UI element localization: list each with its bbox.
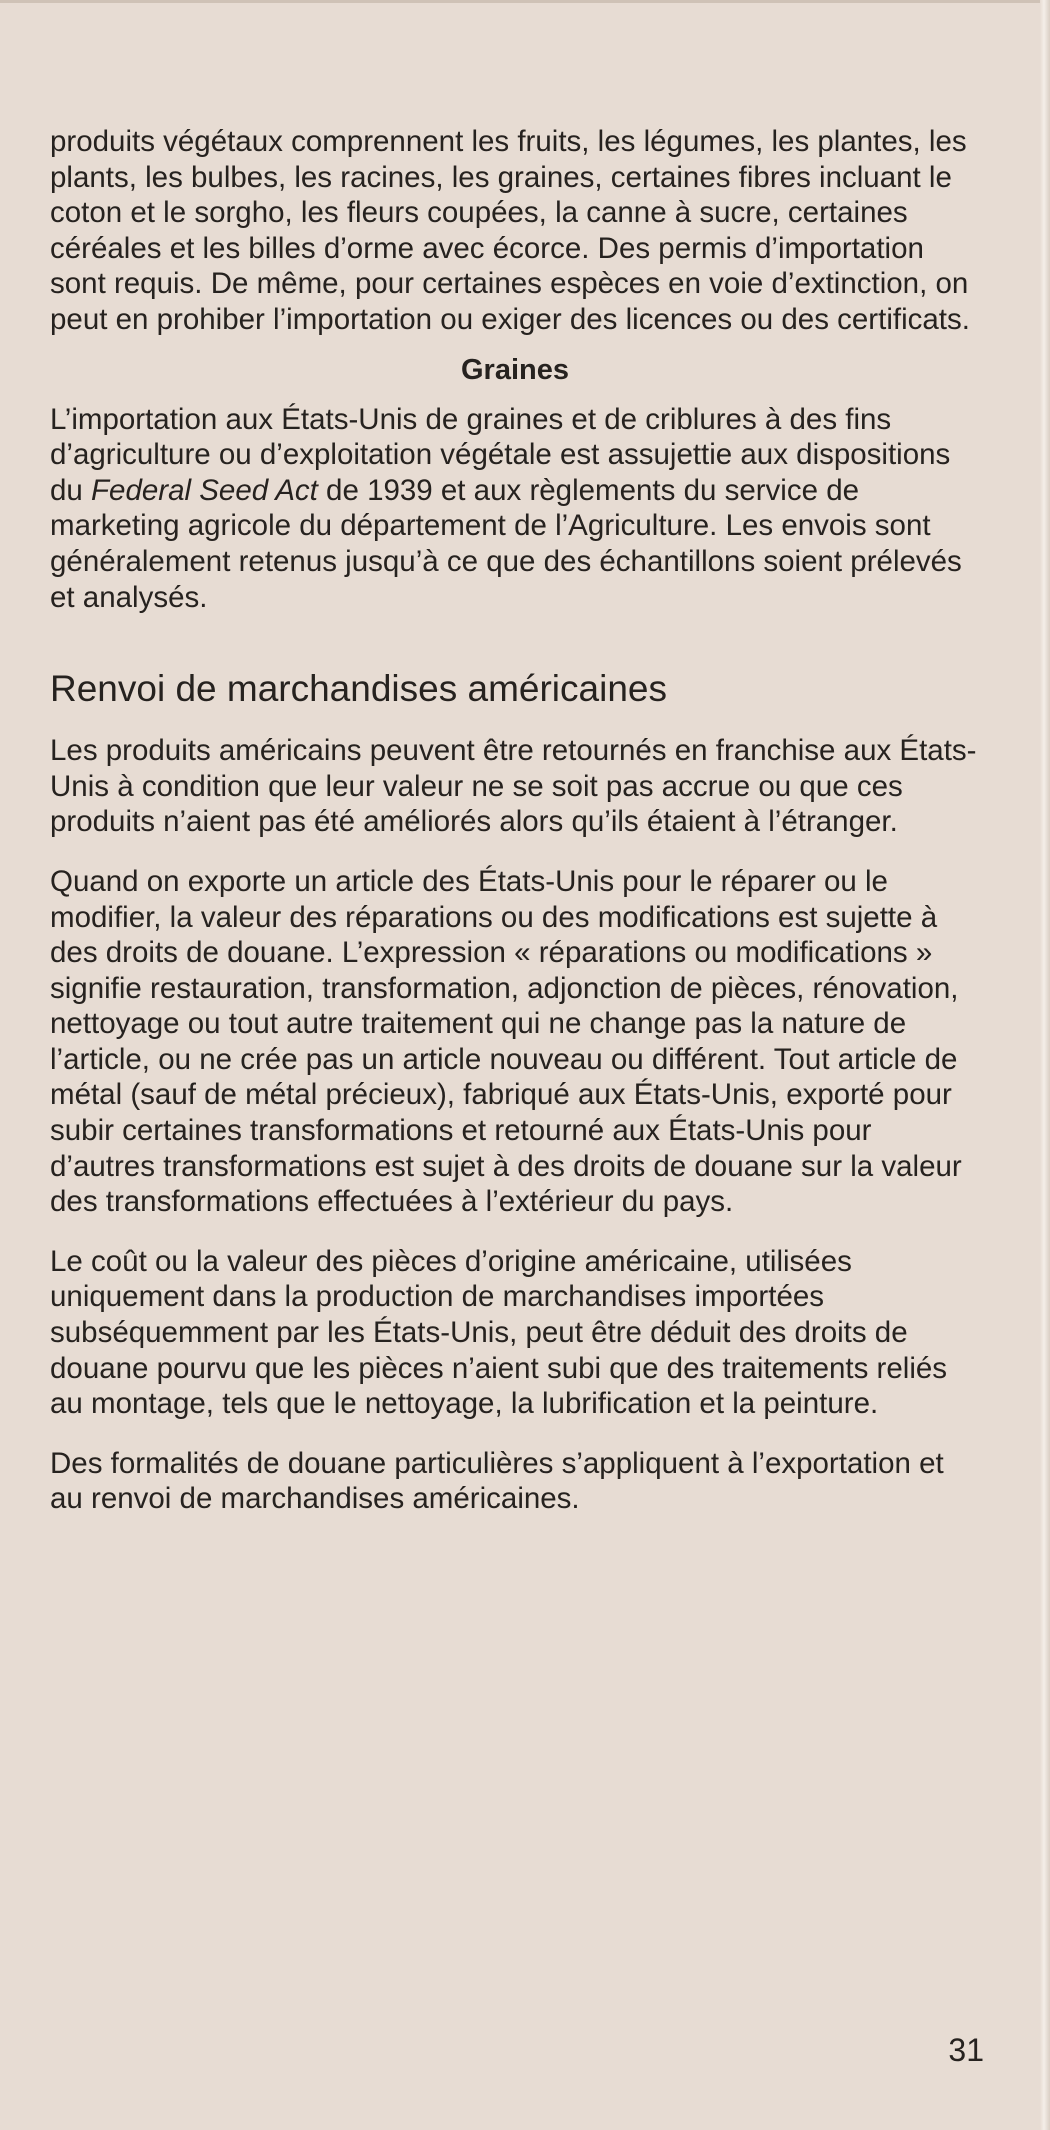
page-content <box>50 124 980 1517</box>
graines-text-before: L’importation aux États-Unis de graines et de criblures à des fins d’agriculture ou d’exploitation végétale est assujettie aux dispositions du <box>50 402 951 507</box>
renvoi-paragraph-3: Le coût ou la valeur des pièces d’origine américaine, utilisées uniquement dans la production de marchandises importées subséquemment par les États-Unis, peut être déduit des droits de douane pourvu que les pièces n’aient subi que des traitements reliés au montage, tels que le nettoyage, la lubrification et la peinture. <box>50 1244 948 1421</box>
federal-seed-act: Federal Seed Act <box>91 473 318 507</box>
page-top-edge <box>0 0 1050 3</box>
renvoi-heading: Renvoi de marchandises américaines <box>50 668 667 710</box>
renvoi-paragraph-4: Des formalités de douane particulières s’appliquent à l’exportation et au renvoi de marchandises américaines. <box>50 1446 944 1516</box>
graines-paragraph <box>50 402 980 616</box>
renvoi-paragraph-2: Quand on exporte un article des États-Unis pour le réparer ou le modifier, la valeur des réparations ou des modifications est sujette à des droits de douane. L’expression « réparations ou modifications » signifie restauration, transformation, adjonction de pièces, rénovation, nettoyage ou tout autre traitement qui ne change pas la nature de l’article, ou ne crée pas un article nouveau ou différent. Tout article de métal (sauf de métal précieux), fabriqué aux États-Unis, exporté pour subir certaines transformations et retourné aux États-Unis pour d’autres transformations est sujet à des droits de douane sur la valeur des transformations effectuées à l’extérieur du pays. <box>50 864 962 1219</box>
intro-paragraph: produits végétaux comprennent les fruits, les légumes, les plantes, les plants, les bulbes, les racines, les graines, certaines fibres incluant le coton et le sorgho, les fleurs coupées, la canne à sucre, certaines céréales et les billes d’orme avec écorce. Des permis d’importation sont requis. De même, pour certaines espèces en voie d’extinction, on peut en prohiber l’importation ou exiger des licences ou des certificats. <box>50 125 970 336</box>
page-right-edge <box>1040 0 1050 2130</box>
page-number: 31 <box>948 2032 984 2068</box>
graines-text-after: de 1939 et aux règlements du service de marketing agricole du département de l’Agriculture. Les envois sont généralement retenus jusqu’à ce que des échantillons soient prélevés et analysés. <box>50 473 962 614</box>
renvoi-paragraph-1: Les produits américains peuvent être retournés en franchise aux États-Unis à condition que leur valeur ne se soit pas accrue ou que ces produits n’aient pas été améliorés alors qu’ils étaient à l’étranger. <box>50 734 977 839</box>
graines-heading: Graines <box>461 353 569 386</box>
